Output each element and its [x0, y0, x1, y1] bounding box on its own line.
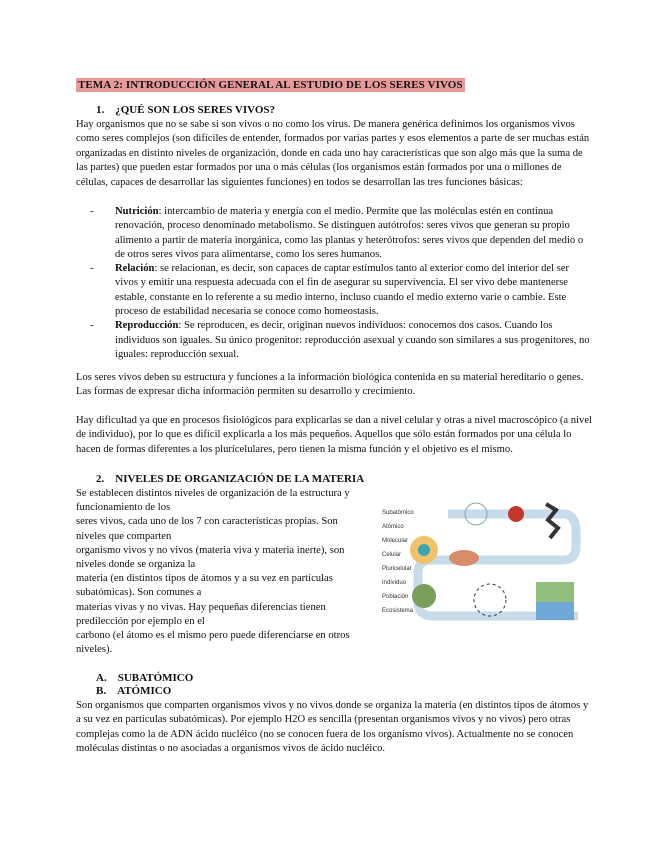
figure-label: Pluricelular	[382, 566, 412, 572]
text-line: materia (en distintos tipos de átomos y a su vez en partículas	[76, 573, 333, 585]
text-line: seres vivos, cada uno de los 7 con características propias. Son	[76, 516, 338, 528]
paragraph-intro: Hay organismos que no se sabe si son vivos o no como los virus. De manera genérica definimos los organismos vivos como seres complejos (son difíciles de entender, formados por varias partes y esos elementos a parte de ser muchas están organizadas en distinto niveles de organización, donde en cada uno hay características que son algo más que la suma de las partes) que pueden estar formados por una o más células (los organismos están formados por una o millones de células, capaces de desarrollar las siguientes funciones) en todos se desarrollan las tres funciones básicas:	[76, 119, 590, 188]
figure-label: Atómico	[382, 524, 404, 530]
section-number: 2.	[96, 473, 105, 485]
text-line: niveles que comparten	[76, 530, 172, 542]
term: Nutrición	[115, 206, 159, 217]
paragraph-atomico: Son organismos que comparten organismos vivos y no vivos donde se organiza la materia (en distintos tipos de átomos y a su vez en partículas subatómicas). Por ejemplo H2O es sencilla (presentan organismos vivos y no vivos) pero otras complejas como la de ADN ácido nucléico (no se conocen fuera de los organismo vivos). Actualmente no se conocen moléculas distintas o no asociadas a organismos vivos de ácido nucléico.	[76, 700, 589, 755]
text-line: funcionamiento de los	[76, 502, 171, 514]
definition: : intercambio de materia y energía con el medio. Permite que las moléculas estén en continua renovación, proceso denominado metabolismo. Se distinguen autótrofos: seres vivos que generan su propio alimento a partir de materia inorgánica, como las plantas y heterótrofos: seres vivos que dependen del medio o de otros seres vivos para alimentarse, como los seres humanos.	[115, 206, 584, 260]
text-line: niveles donde se organiza la	[76, 559, 196, 571]
figure-label: Molecular	[382, 538, 409, 544]
section-title: NIVELES DE ORGANIZACIÓN DE LA MATERIA	[115, 473, 365, 485]
definition: : se relacionan, es decir, son capaces de captar estímulos tanto al exterior como del interior del ser vivos y emitir una respuesta adecuada con el fin de asegurar su supervivencia. El ser vivo debe mantenerse estable, constante en lo referente a su medio interno, incluso cuando el medio externo varíe o cambie. Este proceso de estabilidad necesaria se conoce como homeostasis.	[115, 263, 570, 318]
text-line: organismo vivos y no vivos (materia viva y materia inerte), son	[76, 544, 345, 556]
text-line: subatómicas). Son comunes a	[76, 587, 202, 599]
term: Reproducción	[115, 320, 179, 332]
section-2-heading	[96, 473, 364, 485]
chromosome-icon	[546, 504, 558, 538]
text-line: Se establecen distintos niveles de organización de la estructura y	[76, 488, 350, 499]
section-title: ¿QUÉ SON LOS SERES VIVOS?	[115, 104, 275, 116]
tissue-icon	[449, 550, 479, 566]
niveles-paragraph	[76, 487, 376, 657]
section-number: 1.	[96, 104, 105, 116]
figure-label: Individuo	[382, 580, 407, 586]
subsection-title: SUBATÓMICO	[117, 672, 194, 684]
population-icon	[474, 584, 506, 616]
colony-icon	[412, 584, 436, 608]
subsection-number: B.	[96, 685, 107, 697]
figure-label: Celular	[382, 552, 402, 558]
section-1-heading	[96, 104, 275, 116]
nucleus-icon	[418, 544, 430, 556]
definition: : Se reproducen, es decir, originan nuevos individuos: conocemos dos casos. Cuando los individuos son iguales. Su único progenitor: reproducción asexual y cuando son similares a sus progenitores, no iguales: reproducción sexual.	[115, 320, 590, 360]
paragraph-genes: Los seres vivos deben su estructura y funciones a la información biológica contenida en su material hereditario o genes. Las formas de expresar dicha información permiten su desarrollo y crecimiento.	[76, 372, 584, 398]
subsection-a-heading	[96, 672, 193, 684]
subsection-b-heading	[96, 685, 171, 697]
document-title: TEMA 2: INTRODUCCIÓN GENERAL AL ESTUDIO DE LOS SERES VIVOS	[78, 79, 463, 91]
functions-list	[90, 205, 590, 362]
text-line: carbono (el átomo es el mismo pero puede diferenciarse en otros	[76, 630, 350, 642]
term: Relación	[115, 263, 155, 275]
figure-label: Ecosistema	[382, 608, 414, 614]
molecule-icon	[508, 506, 524, 522]
figure-label: Subatómico	[382, 510, 414, 516]
list-item-reproduccion	[90, 319, 590, 362]
text-line: materias vivas y no vivas. Hay pequeñas diferencias tienen	[76, 601, 326, 613]
levels-of-organization-figure	[378, 492, 583, 627]
text-line: niveles).	[76, 644, 113, 656]
water-icon	[536, 602, 574, 620]
list-item-nutricion	[90, 205, 590, 262]
subsection-title: ATÓMICO	[117, 685, 172, 697]
list-item-relacion	[90, 262, 590, 319]
text-line: predilección por ejemplo en el	[76, 615, 205, 627]
paragraph-dificultad: Hay dificultad ya que en procesos fisiológicos para explicarlas se dan a nivel celular y otras a nivel macroscópico (a nivel de individuo), por lo que es difícil explicarla a los más pequeños. Aquellos que sólo están formados por una célula lo hacen de formas diferentes a los pluricelulares, pero tienen la misma función y el objetivo es el mismo.	[76, 415, 592, 455]
subsection-number: A.	[96, 672, 107, 684]
figure-label: Población	[382, 594, 409, 600]
